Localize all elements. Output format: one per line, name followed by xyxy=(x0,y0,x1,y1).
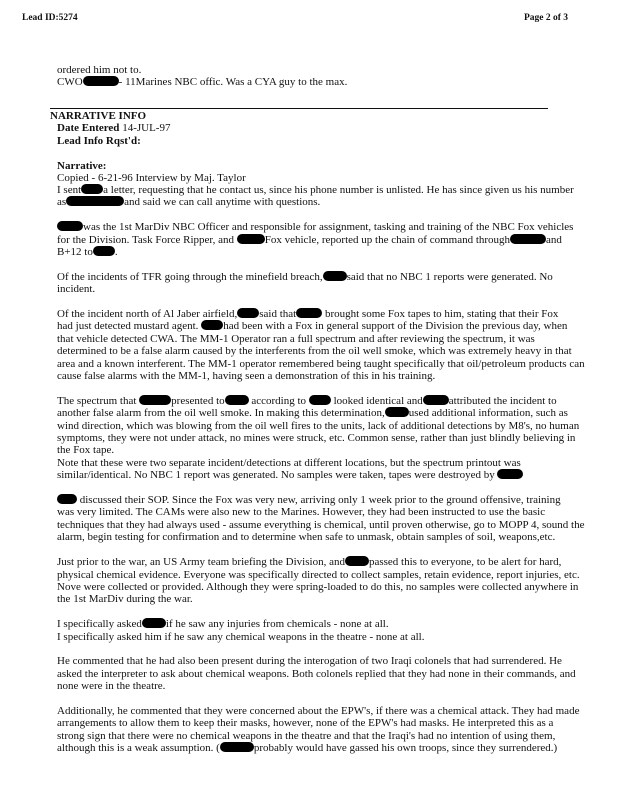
paragraph xyxy=(57,221,574,259)
section-divider xyxy=(50,108,548,109)
redaction xyxy=(296,308,322,318)
text-segment: another false alarm from the oil well smoke. In making this determination, xyxy=(57,407,385,420)
paragraph xyxy=(57,271,557,296)
text-segment: I sent xyxy=(57,184,82,196)
text-line xyxy=(57,308,557,320)
text-line xyxy=(57,556,562,569)
cwo-prefix: CWO xyxy=(57,76,83,89)
paragraph xyxy=(57,618,557,643)
redaction xyxy=(93,246,115,256)
text-line xyxy=(57,233,562,246)
lead-id: Lead ID:5274 xyxy=(22,13,78,23)
redaction xyxy=(237,234,265,244)
redaction xyxy=(83,76,119,86)
text-segment: although this is a weak assumption. ( xyxy=(57,742,220,755)
text-line: He commented that he had also been present during the interogation of two Iraqi colonels that had surrendered. He xyxy=(57,655,562,668)
text-segment: brought some Fox tapes to him, stating that their Fox xyxy=(324,308,559,321)
page-number: Page 2 of 3 xyxy=(524,13,569,23)
redaction xyxy=(81,184,103,194)
text-line: the Fox tape. xyxy=(57,444,115,457)
text-segment: The spectrum that xyxy=(57,394,137,407)
text-segment: Of the incident north of Al Jaber airfield, xyxy=(57,308,238,321)
text-segment: I specifically asked xyxy=(57,618,142,631)
text-line: the 1st MarDiv during the war. xyxy=(57,593,193,606)
redaction xyxy=(220,742,254,752)
text-segment: was the 1st MarDiv NBC Officer and responsible for assignment, tasking and training of the NBC Fox vehicles xyxy=(83,221,574,234)
paragraph xyxy=(57,655,576,693)
text-line: techniques that they had always used - assume everything is chemical, until proven otherwise, go to MOPP 4, sound the xyxy=(57,518,585,531)
cwo-suffix: - 11Marines NBC offic. Was a CYA guy to the max. xyxy=(118,76,348,89)
date-entered-label: Date Entered xyxy=(57,122,120,135)
text-segment: as xyxy=(57,196,67,209)
narrative-body xyxy=(57,184,585,767)
text-segment: presented to xyxy=(171,394,225,407)
text-line: determined to be a false alarm caused by the interferents from the oil well smoke, which was extremely heavy in that xyxy=(57,345,572,358)
text-segment: had been with a Fox in general support of the Division the previous day, when xyxy=(223,320,568,333)
redaction xyxy=(237,308,259,318)
text-segment: according to xyxy=(251,394,307,407)
narrative-info-section xyxy=(50,110,246,184)
text-line xyxy=(57,246,557,258)
text-line: area and a known interferent. The MM-1 operator remembered being taught specifically that oil/petroleum products can xyxy=(57,357,585,370)
redaction xyxy=(201,320,223,330)
text-line xyxy=(57,320,568,333)
redaction xyxy=(57,221,83,231)
text-segment: for the Division. Task Force Ripper, and xyxy=(57,233,234,246)
text-line: asked the interpreter to ask about chemical weapons. Both colonels replied that they had none in their commands, and xyxy=(57,667,576,680)
text-segment: Of the incidents of TFR going through the minefield breach, xyxy=(57,270,323,283)
text-line: physical chemical evidence. Everyone was specifically directed to collect samples, retain evidence, report injuries, etc. xyxy=(57,568,580,581)
text-segment: . xyxy=(114,246,118,259)
text-segment: said that no NBC 1 reports were generated. No xyxy=(346,270,553,283)
redaction xyxy=(385,407,409,417)
section-title: NARRATIVE INFO xyxy=(50,110,147,122)
text-segment: passed this to everyone, to be alert for hard, xyxy=(368,556,562,569)
paragraph xyxy=(57,556,580,606)
text-segment: Just prior to the war, an US Army team briefing the Division, and xyxy=(57,556,345,569)
text-segment: if he saw any injuries from chemicals - none at all. xyxy=(165,618,389,631)
text-segment: B+12 to xyxy=(57,246,93,259)
text-segment: used additional information, such as xyxy=(408,407,568,420)
text-line: that vehicle detected CWA. The MM-1 Operator ran a full spectrum and after reviewing the spectrum, it was xyxy=(57,332,535,345)
text-line xyxy=(57,494,561,507)
redaction xyxy=(345,556,369,566)
text-segment: looked identical and xyxy=(333,394,423,407)
text-segment: similar/identical. No NBC 1 report was generated. No samples were taken, tapes were destroyed by xyxy=(57,469,495,482)
text-line xyxy=(57,271,557,283)
paragraph xyxy=(57,308,585,383)
paragraph xyxy=(57,394,580,482)
redaction xyxy=(225,395,249,405)
text-segment: had just detected mustard agent. xyxy=(57,320,199,333)
text-line xyxy=(57,184,574,196)
text-line xyxy=(57,618,557,630)
text-line xyxy=(57,469,557,481)
redaction xyxy=(423,395,449,405)
paragraph xyxy=(57,704,580,755)
text-line: symptoms, they were not under attack, no mines were struck, etc. Common sense, rather than just blindly believing in xyxy=(57,432,576,445)
text-line xyxy=(57,221,574,234)
redaction xyxy=(66,196,124,206)
redaction xyxy=(510,234,546,244)
text-line: wind direction, which was blowing from the oil well fires to the units, lack of additional detections by M8's, no human xyxy=(57,419,580,432)
redaction xyxy=(309,395,331,405)
text-line xyxy=(57,742,557,754)
text-segment: Fox vehicle, reported up the chain of command through xyxy=(264,233,511,246)
paragraph xyxy=(57,494,585,544)
paragraph xyxy=(57,184,574,209)
redaction xyxy=(497,469,523,479)
text-line: cause false alarms with the MM-1, having seen a demonstration of this in his training. xyxy=(57,370,436,383)
redaction xyxy=(323,271,347,281)
redaction xyxy=(57,494,77,504)
text-line: was very limited. The CAMs were also new to the Marines. However, they had been instructed to use the basic xyxy=(57,506,546,519)
text-line xyxy=(57,196,557,208)
text-segment: and xyxy=(546,233,562,246)
text-segment: and said we can call anytime with questions. xyxy=(124,196,321,209)
date-entered-row xyxy=(50,122,246,134)
text-segment: discussed their SOP. Since the Fox was very new, arriving only 1 week prior to the ground offensive, training xyxy=(79,494,561,507)
text-line: arrangements to allow them to keep their masks, however, none of the EPW's had masks. He interpreted this as a xyxy=(57,717,554,730)
date-entered-value: 14-JUL-97 xyxy=(122,122,171,135)
text-line: I specifically asked him if he saw any chemical weapons in the theatre - none at all. xyxy=(57,630,425,643)
text-line: strong sign that there were no chemical weapons in the theatre and that the Iraqi's had no intention of using them, xyxy=(57,729,556,742)
top-continuation xyxy=(57,64,557,89)
redaction xyxy=(142,618,166,628)
text-segment: attributed the incident to xyxy=(448,394,557,407)
text-line: alarm, begin testing for confirmation and to determine when safe to unmask, obtain samples of soil, weapons,etc. xyxy=(57,531,556,544)
text-segment: probably would have gassed his own troops, since they surrendered.) xyxy=(253,742,558,755)
text-line: Additionally, he commented that they were concerned about the EPW's, if there was a chemical attack. They had made xyxy=(57,704,580,717)
text-line: incident. xyxy=(57,283,96,296)
text-line: Nove were collected or provided. Although they were spring-loaded to do this, no samples were collected anywhere in xyxy=(57,580,579,593)
redaction xyxy=(139,395,171,405)
text-line: Note that these were two separate incident/detections at different locations, but the spectrum printout was xyxy=(57,456,521,469)
narrative-label: Narrative: xyxy=(57,159,107,172)
text-segment: said that xyxy=(259,308,297,321)
text-segment: a letter, requesting that he contact us, since his phone number is unlisted. He has since given us his number xyxy=(103,184,574,196)
copied-line: Copied - 6-21-96 Interview by Maj. Taylor xyxy=(57,172,246,185)
text-line xyxy=(57,407,568,420)
continued-line: ordered him not to. xyxy=(57,64,142,76)
lead-info-label: Lead Info Rqst'd: xyxy=(57,134,141,147)
cwo-line xyxy=(57,76,557,88)
text-line: none were in the theatre. xyxy=(57,680,166,693)
text-line xyxy=(57,395,557,407)
